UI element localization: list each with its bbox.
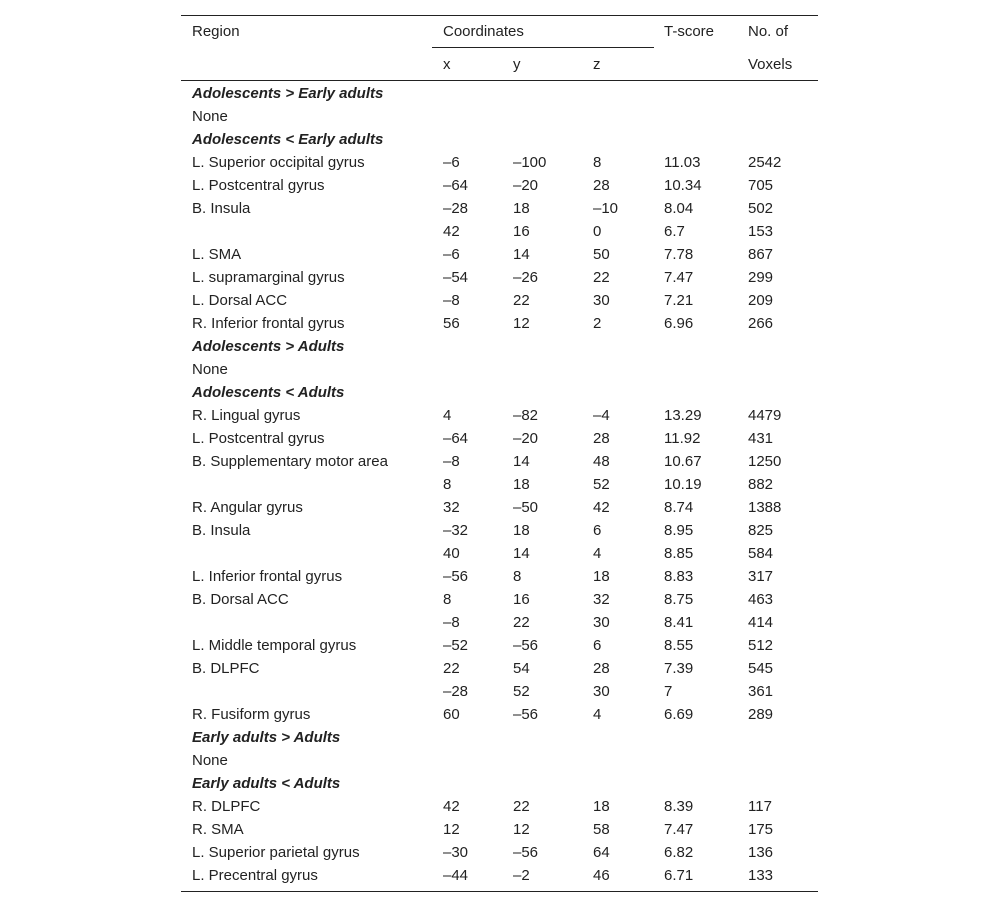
table-row [181,749,818,772]
section-label: Early adults > Adults [192,729,341,746]
cell-region: B. Insula [192,522,251,539]
cell-t: 6.82 [664,844,694,861]
section-label: Adolescents < Adults [192,384,345,401]
cell-z: 48 [593,453,610,470]
section-label: Adolescents > Adults [192,338,345,355]
cell-x: 42 [443,798,460,815]
header-coordinates: Coordinates [443,23,524,40]
cell-t: 8.04 [664,200,694,217]
cell-region: R. SMA [192,821,244,838]
cell-v: 4479 [748,407,782,424]
cell-t: 11.92 [664,430,701,447]
cell-x: –32 [443,522,469,539]
cell-region: None [192,752,228,769]
section-label: Adolescents > Early adults [192,85,384,102]
cell-z: 58 [593,821,610,838]
cell-v: 153 [748,223,774,240]
table-row [181,450,818,473]
table-row [181,818,818,841]
table-row [181,312,818,335]
cell-y: –20 [513,177,539,194]
cell-region: L. supramarginal gyrus [192,269,345,286]
cell-y: 14 [513,246,530,263]
cell-t: 8.74 [664,499,694,516]
cell-x: –54 [443,269,469,286]
cell-t: 10.34 [664,177,702,194]
cell-y: –26 [513,269,539,286]
cell-v: 502 [748,200,774,217]
cell-region: R. Fusiform gyrus [192,706,311,723]
header-z: z [593,56,601,73]
table-row [181,266,818,289]
cell-v: 512 [748,637,774,654]
cell-z: –4 [593,407,610,424]
cell-y: –20 [513,430,539,447]
cell-x: –6 [443,246,460,263]
cell-t: 10.19 [664,476,702,493]
cell-z: 4 [593,545,602,562]
cell-y: 16 [513,223,530,240]
cell-x: 8 [443,476,452,493]
cell-z: 18 [593,568,610,585]
cell-t: 6.71 [664,867,694,884]
table-row [181,174,818,197]
coordinates-rule [432,47,654,48]
table-row [181,151,818,174]
cell-z: 28 [593,660,610,677]
cell-z: 30 [593,292,610,309]
cell-y: 22 [513,798,530,815]
cell-t: 13.29 [664,407,702,424]
cell-z: –10 [593,200,619,217]
cell-region: R. Angular gyrus [192,499,303,516]
cell-region: None [192,108,228,125]
table-row [181,680,818,703]
cell-v: 463 [748,591,774,608]
cell-x: 8 [443,591,452,608]
cell-x: –30 [443,844,469,861]
cell-x: –56 [443,568,469,585]
table-row [181,565,818,588]
cell-y: 8 [513,568,522,585]
cell-t: 7.21 [664,292,694,309]
cell-x: –52 [443,637,469,654]
cell-x: –8 [443,614,460,631]
cell-y: 18 [513,522,530,539]
cell-z: 52 [593,476,610,493]
cell-v: 431 [748,430,774,447]
cell-x: –8 [443,292,460,309]
cell-y: –56 [513,706,539,723]
cell-t: 6.96 [664,315,694,332]
cell-y: 54 [513,660,530,677]
cell-y: –2 [513,867,530,884]
cell-y: 14 [513,545,530,562]
cell-y: –100 [513,154,547,171]
cell-v: 136 [748,844,774,861]
cell-z: 0 [593,223,602,240]
cell-z: 18 [593,798,610,815]
cell-region: L. Dorsal ACC [192,292,288,309]
cell-t: 8.75 [664,591,694,608]
top-rule [181,15,818,16]
cell-t: 10.67 [664,453,702,470]
cell-x: –8 [443,453,460,470]
cell-y: 12 [513,315,530,332]
cell-x: –6 [443,154,460,171]
cell-v: 133 [748,867,774,884]
cell-region: L. Middle temporal gyrus [192,637,357,654]
cell-v: 1250 [748,453,782,470]
table-row [181,473,818,496]
cell-x: –28 [443,683,469,700]
cell-z: 30 [593,614,610,631]
section-label: Adolescents < Early adults [192,131,384,148]
cell-y: 22 [513,292,530,309]
cell-region: L. Inferior frontal gyrus [192,568,343,585]
cell-z: 6 [593,637,602,654]
table-row [181,634,818,657]
cell-t: 8.41 [664,614,694,631]
cell-region: L. Precentral gyrus [192,867,318,884]
cell-t: 6.7 [664,223,685,240]
cell-v: 361 [748,683,774,700]
cell-x: 42 [443,223,460,240]
cell-region: R. Inferior frontal gyrus [192,315,345,332]
cell-v: 867 [748,246,774,263]
header-rule [181,80,818,81]
cell-v: 317 [748,568,774,585]
cell-region: R. Lingual gyrus [192,407,301,424]
table-row [181,197,818,220]
cell-z: 2 [593,315,602,332]
cell-z: 8 [593,154,602,171]
header-voxels-line2: Voxels [748,56,793,73]
table-row [181,611,818,634]
cell-v: 289 [748,706,774,723]
cell-region: R. DLPFC [192,798,261,815]
cell-v: 209 [748,292,774,309]
cell-region: L. Superior occipital gyrus [192,154,365,171]
section-row [181,381,818,404]
table-row [181,542,818,565]
cell-x: 32 [443,499,460,516]
cell-x: 60 [443,706,460,723]
cell-region: B. Supplementary motor area [192,453,388,470]
cell-y: –82 [513,407,539,424]
table-row [181,358,818,381]
section-row [181,772,818,795]
cell-v: 1388 [748,499,782,516]
cell-t: 8.85 [664,545,694,562]
cell-x: 56 [443,315,460,332]
cell-z: 50 [593,246,610,263]
cell-x: 4 [443,407,452,424]
section-label: Early adults < Adults [192,775,341,792]
table-row [181,496,818,519]
cell-region: None [192,361,228,378]
table-row [181,105,818,128]
cell-y: 18 [513,476,530,493]
header-voxels-line1: No. of [748,23,789,40]
cell-t: 7.39 [664,660,694,677]
section-row [181,335,818,358]
cell-region: L. Postcentral gyrus [192,430,325,447]
cell-t: 8.55 [664,637,694,654]
cell-v: 175 [748,821,774,838]
cell-z: 6 [593,522,602,539]
table-row [181,588,818,611]
cell-x: 22 [443,660,460,677]
cell-z: 4 [593,706,602,723]
table-row [181,289,818,312]
cell-t: 7.47 [664,821,694,838]
cell-t: 8.39 [664,798,694,815]
cell-x: –28 [443,200,469,217]
header-x: x [443,56,451,73]
cell-region: B. DLPFC [192,660,260,677]
table-row [181,404,818,427]
cell-region: B. Dorsal ACC [192,591,289,608]
cell-t: 7 [664,683,673,700]
table-row [181,519,818,542]
cell-z: 64 [593,844,610,861]
cell-z: 46 [593,867,610,884]
cell-x: –44 [443,867,469,884]
cell-y: 22 [513,614,530,631]
cell-y: 14 [513,453,530,470]
bottom-rule [181,891,818,892]
cell-x: 12 [443,821,460,838]
section-row [181,82,818,105]
cell-z: 30 [593,683,610,700]
header-region: Region [192,23,240,40]
cell-t: 7.47 [664,269,694,286]
cell-y: 16 [513,591,530,608]
cell-v: 705 [748,177,774,194]
cell-v: 266 [748,315,774,332]
cell-v: 299 [748,269,774,286]
cell-z: 22 [593,269,610,286]
cell-v: 117 [748,798,772,815]
cell-z: 28 [593,430,610,447]
cell-x: 40 [443,545,460,562]
cell-v: 825 [748,522,774,539]
cell-v: 882 [748,476,774,493]
cell-region: L. Postcentral gyrus [192,177,325,194]
cell-t: 8.95 [664,522,694,539]
table-row [181,795,818,818]
cell-v: 2542 [748,154,782,171]
header-y: y [513,56,521,73]
table-row [181,841,818,864]
cell-z: 32 [593,591,610,608]
cell-t: 8.83 [664,568,694,585]
table-row [181,864,818,887]
cell-region: L. Superior parietal gyrus [192,844,360,861]
cell-t: 11.03 [664,154,701,171]
cell-y: –56 [513,844,539,861]
cell-z: 42 [593,499,610,516]
cell-t: 6.69 [664,706,694,723]
cell-t: 7.78 [664,246,694,263]
table-row [181,220,818,243]
header-tscore: T-score [664,23,715,40]
table-row [181,243,818,266]
cell-v: 545 [748,660,774,677]
table-row [181,427,818,450]
cell-y: –56 [513,637,539,654]
cell-x: –64 [443,177,469,194]
cell-y: –50 [513,499,539,516]
table-row [181,703,818,726]
cell-v: 584 [748,545,774,562]
section-row [181,726,818,749]
cell-region: L. SMA [192,246,242,263]
cell-z: 28 [593,177,610,194]
cell-x: –64 [443,430,469,447]
cell-v: 414 [748,614,774,631]
cell-region: B. Insula [192,200,251,217]
section-row [181,128,818,151]
cell-y: 12 [513,821,530,838]
cell-y: 18 [513,200,530,217]
table-row [181,657,818,680]
cell-y: 52 [513,683,530,700]
